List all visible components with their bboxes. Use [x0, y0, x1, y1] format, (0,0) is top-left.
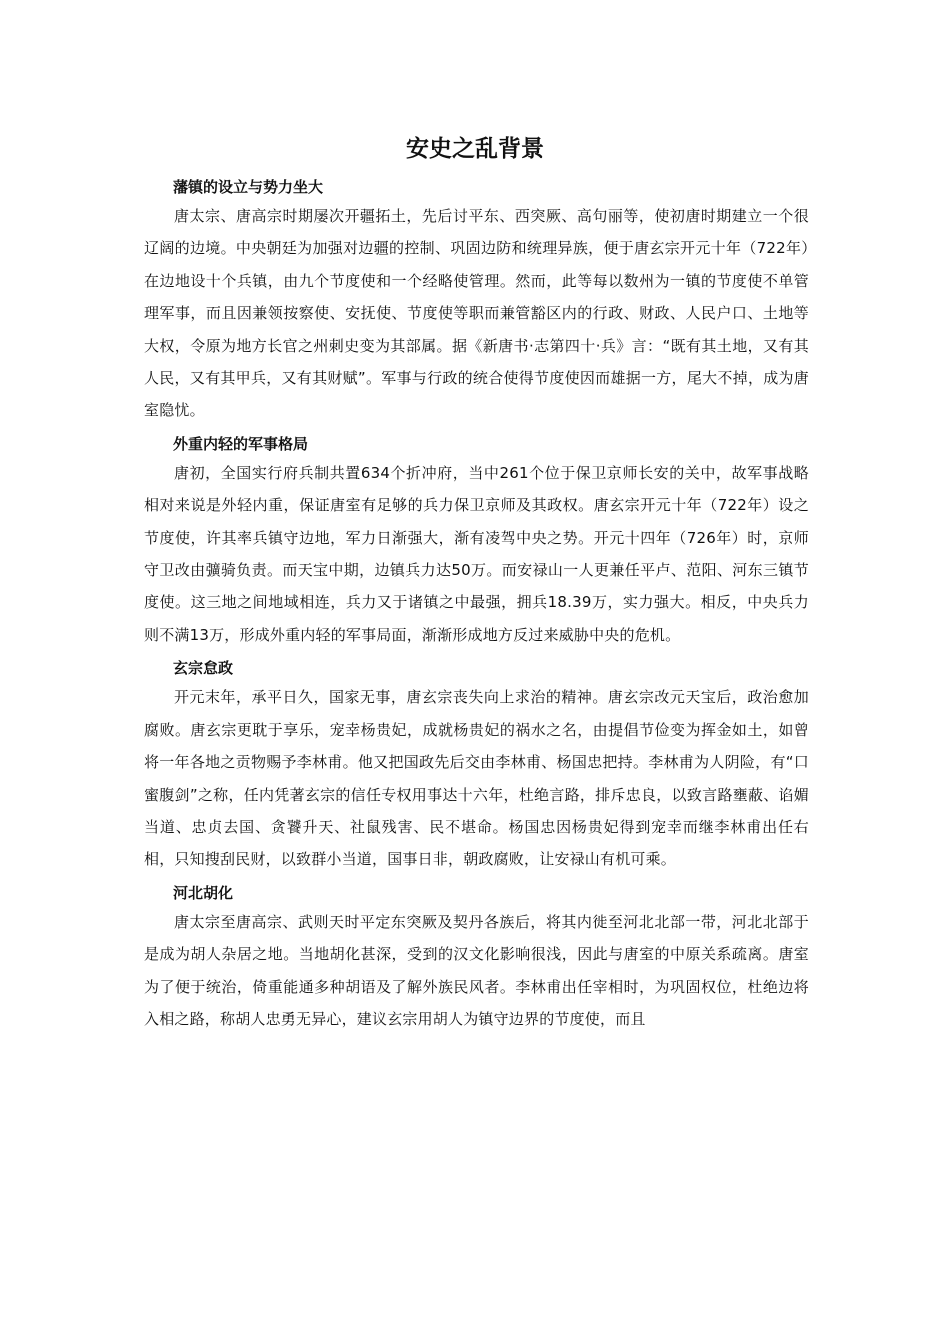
document-body — [144, 174, 809, 1039]
section-paragraph-xuanzong: 开元末年，承平日久，国家无事，唐玄宗丧失向上求治的精神。唐玄宗改元天宝后，政治愈加腐败。唐玄宗更耽于享乐，宠幸杨贵妃，成就杨贵妃的祸水之名，由提倡节俭变为挥金如土，如曾将一年各地之贡物赐予李林甫。他又把国政先后交由李林甫、杨国忠把持。李林甫为人阴险，有“口蜜腹剑”之称，任内凭著玄宗的信任专权用事达十六年，杜绝言路，排斥忠良，以致言路壅蔽、谄媚当道、忠贞去国、贪饕升天、社鼠残害、民不堪命。杨国忠因杨贵妃得到宠幸而继李林甫出任右相，只知搜刮民财，以致群小当道，国事日非，朝政腐败，让安禄山有机可乘。 — [144, 688, 809, 869]
section-heading-military: 外重内轻的军事格局 — [173, 434, 309, 453]
section-heading-xuanzong: 玄宗怠政 — [173, 659, 234, 678]
section-paragraph-fanzhen: 唐太宗、唐高宗时期屡次开疆拓土，先后讨平东、西突厥、高句丽等，使初唐时期建立一个很辽阔的边境。中央朝廷为加强对边疆的控制、巩固边防和统理异族，便于唐玄宗开元十年（722年）在边地设十个兵镇，由九个节度使和一个经略使管理。然而，此等每以数州为一镇的节度使不单管理军事，而且因兼领按察使、安抚使、节度使等职而兼管豁区内的行政、财政、人民户口、土地等大权，令原为地方长官之州刺史变为其部属。据《新唐书·志第四十·兵》言：“既有其土地，又有其人民，又有其甲兵，又有其财赋”。军事与行政的统合使得节度使因而雄据一方，尾大不掉，成为唐室隐忧。 — [144, 207, 809, 420]
section-paragraph-hebei: 唐太宗至唐高宗、武则天时平定东突厥及契丹各族后，将其内徙至河北北部一带，河北北部于是成为胡人杂居之地。当地胡化甚深，受到的汉文化影响很浅，因此与唐室的中原关系疏离。唐室为了便于统治，倚重能通多种胡语及了解外族民风者。李林甫出任宰相时，为巩固权位，杜绝边将入相之路，称胡人忠勇无异心，建议玄宗用胡人为镇守边界的节度使，而且 — [144, 912, 809, 1028]
section-paragraph-military: 唐初，全国实行府兵制共置634个折冲府，当中261个位于保卫京师长安的关中，故军事战略相对来说是外轻内重，保证唐室有足够的兵力保卫京师及其政权。唐玄宗开元十年（722年）设之节度使，许其率兵镇守边地，军力日渐强大，渐有凌驾中央之势。开元十四年（726年）时，京师守卫改由彍骑负责。而天宝中期，边镇兵力达50万。而安禄山一人更兼任平卢、范阳、河东三镇节度使。这三地之间地域相连，兵力又于诸镇之中最强，拥兵18.39万，实力强大。相反，中央兵力则不满13万，形成外重内轻的军事局面，渐渐形成地方反过来威胁中央的危机。 — [144, 463, 809, 644]
section-heading-fanzhen: 藩镇的设立与势力坐大 — [173, 178, 324, 196]
document-title: 安史之乱背景 — [406, 136, 544, 162]
section-heading-hebei: 河北胡化 — [173, 883, 234, 902]
